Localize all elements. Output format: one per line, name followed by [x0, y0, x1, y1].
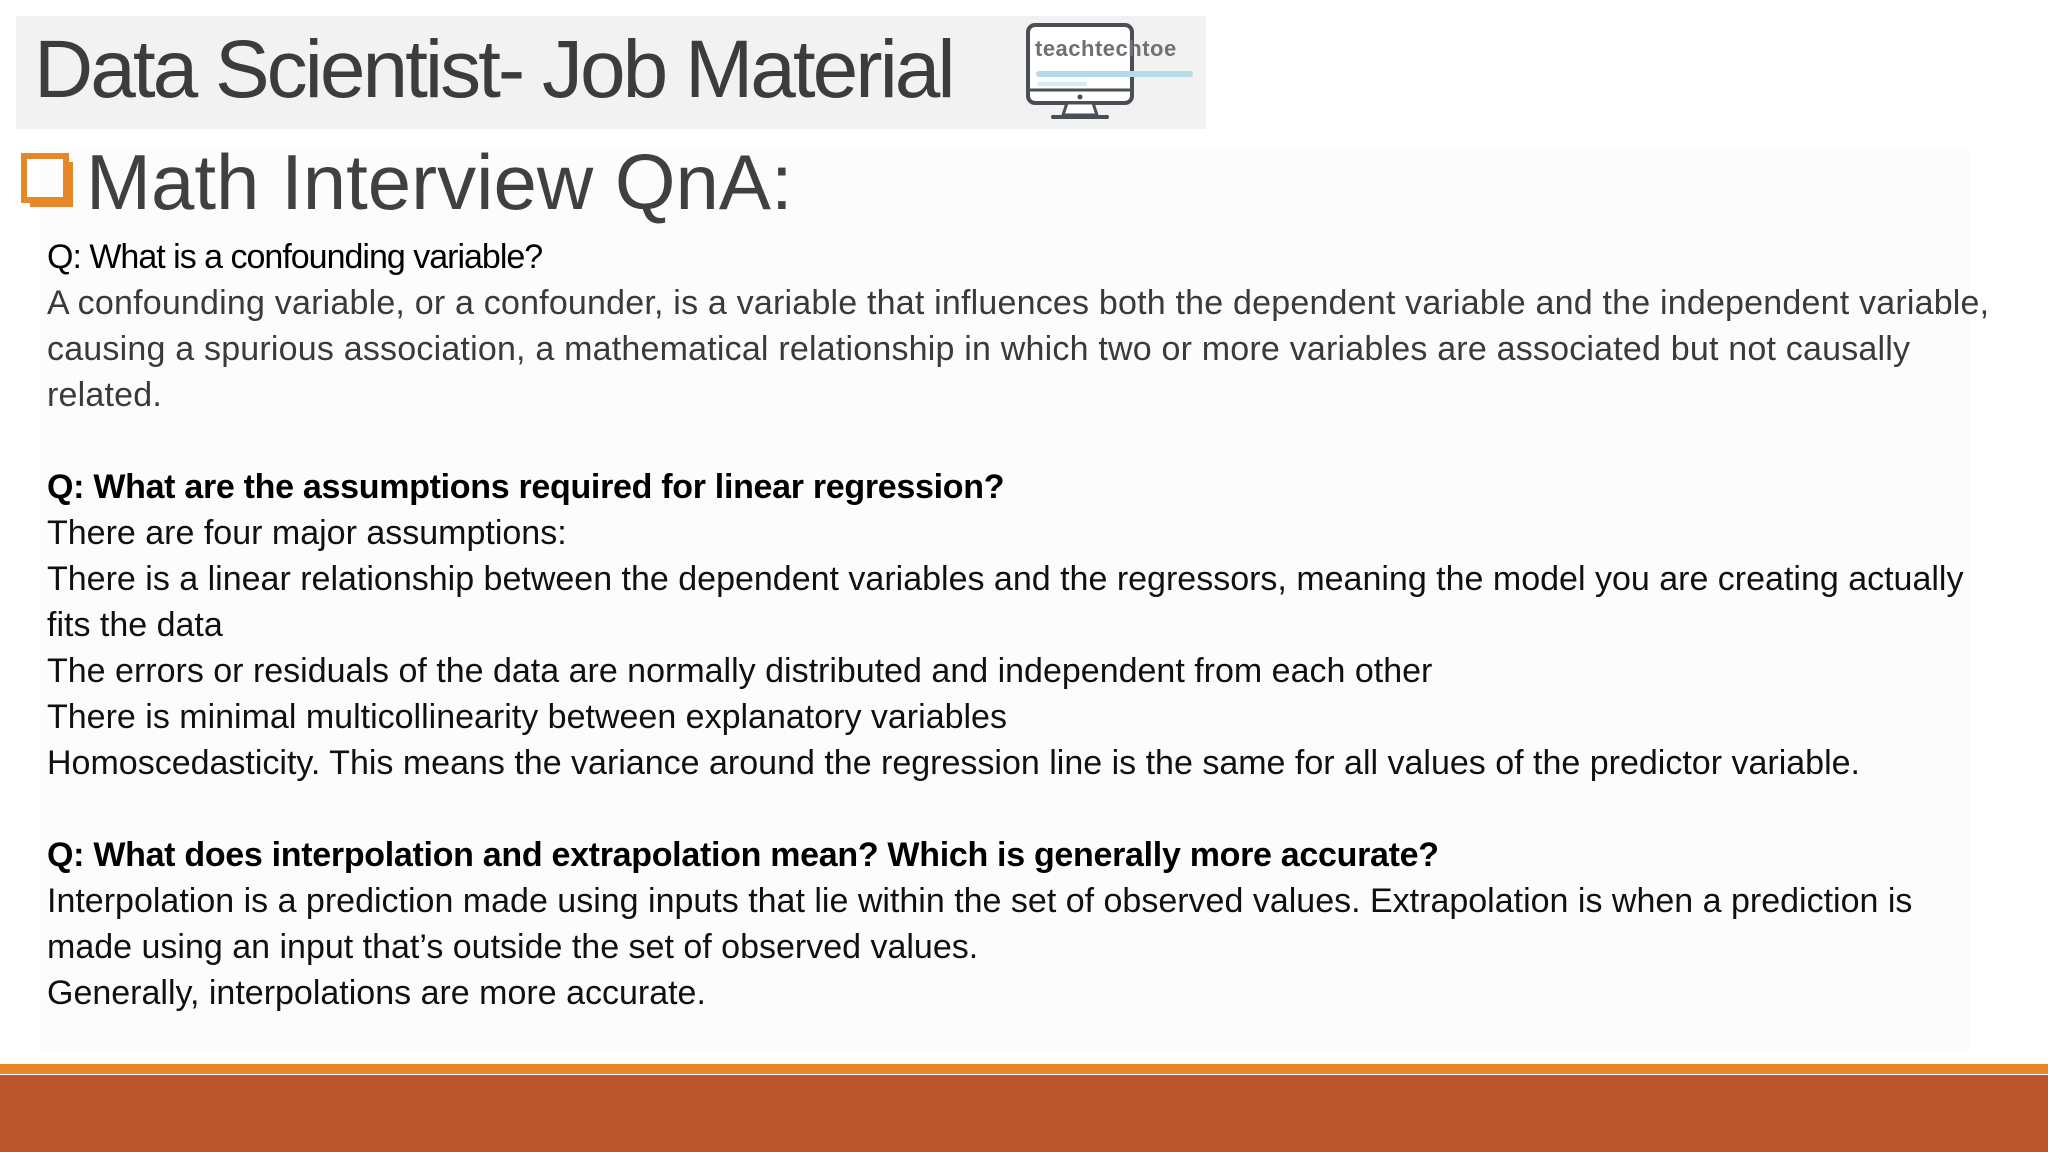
answer-line: There is a linear relationship between the dependent variables and the regressors, meaning the model you are creating actually fits the data	[47, 560, 1964, 644]
question-text: Q: What are the assumptions required for linear regression?	[47, 468, 1005, 506]
answer-line: There is minimal multicollinearity between explanatory variables	[47, 698, 1007, 736]
logo-text: teachtechtoe	[1035, 36, 1177, 61]
teachtechtoe-logo	[1025, 22, 1195, 122]
section-title: Math Interview QnA:	[86, 138, 793, 226]
answer-text: A confounding variable, or a confounder, is a variable that influences both the dependent variable and the independent variable, causing a spurious association, a mathematical relationship in which two or more variables are associated but not causally related.	[47, 284, 1990, 414]
answer-line: Homoscedasticity. This means the variance around the regression line is the same for all values of the predictor variable.	[47, 744, 1860, 782]
checkbox-icon	[20, 152, 74, 210]
qa-item	[47, 464, 1997, 786]
question-text: Q: What is a confounding variable?	[47, 238, 543, 276]
footer-bar	[0, 1075, 2048, 1152]
answer-line: Interpolation is a prediction made using inputs that lie within the set of observed values. Extrapolation is when a prediction is made using an input that’s outside the set of observed values.	[47, 882, 1913, 966]
qa-item	[47, 832, 1997, 1016]
answer-line: Generally, interpolations are more accurate.	[47, 974, 706, 1012]
footer-accent-line	[0, 1064, 2048, 1074]
question-text: Q: What does interpolation and extrapolation mean? Which is generally more accurate?	[47, 836, 1439, 874]
answer-line: There are four major assumptions:	[47, 514, 567, 552]
page-title: Data Scientist- Job Material	[34, 24, 953, 115]
qa-item	[47, 234, 1997, 418]
answer-line: The errors or residuals of the data are normally distributed and independent from each other	[47, 652, 1433, 690]
